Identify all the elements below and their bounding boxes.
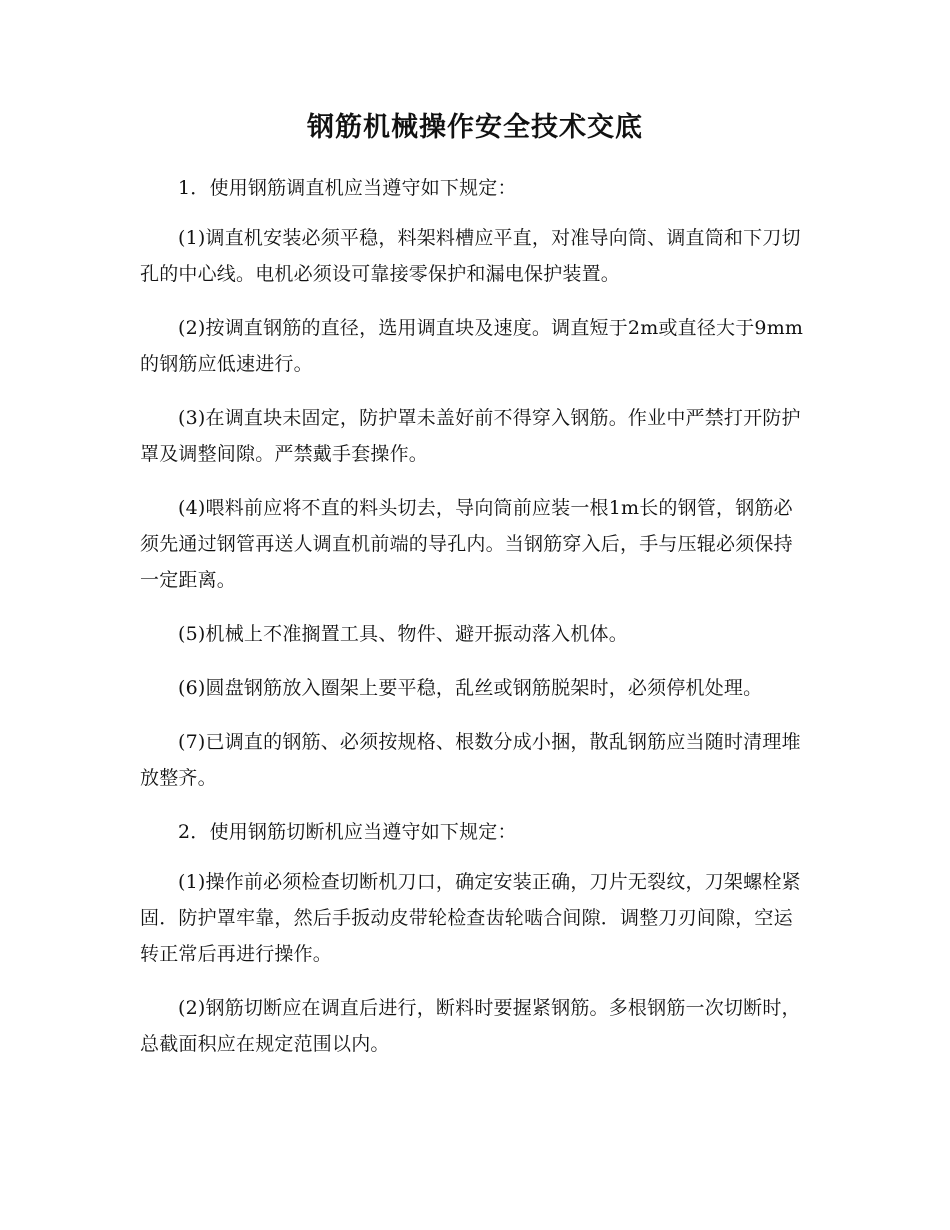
paragraph-item: (4)喂料前应将不直的料头切去，导向筒前应装一根1m长的钢管，钢筋必须先通过钢管再送人调直机前端的导孔内。当钢筋穿入后，手与压辊必须保持一定距离。	[140, 497, 793, 591]
section-heading-2: 2．使用钢筋切断机应当遵守如下规定：	[178, 821, 517, 843]
paragraph-item: (2)按调直钢筋的直径，选用调直块及速度。调直短于2m或直径大于9mm的钢筋应低速进行。	[140, 317, 804, 375]
paragraph-item: (1)操作前必须检查切断机刀口，确定安装正确，刀片无裂纹，刀架螺栓紧固．防护罩牢靠，然后手扳动皮带轮检查齿轮啮合间隙．调整刀刃间隙，空运转正常后再进行操作。	[140, 871, 801, 965]
paragraph-item: (6)圆盘钢筋放入圈架上要平稳，乱丝或钢筋脱架时，必须停机处理。	[178, 677, 763, 699]
paragraph-item: (7)已调直的钢筋、必须按规格、根数分成小捆，散乱钢筋应当随时清理堆放整齐。	[140, 731, 801, 789]
document-title: 钢筋机械操作安全技术交底	[307, 112, 643, 143]
section-heading-1: 1．使用钢筋调直机应当遵守如下规定：	[178, 177, 517, 199]
paragraph-item: (1)调直机安装必须平稳，料架料槽应平直，对准导向筒、调直筒和下刀切孔的中心线。电机必须设可靠接零保护和漏电保护装置。	[140, 227, 801, 285]
document-page	[140, 108, 810, 1080]
paragraph-item: (5)机械上不准搁置工具、物件、避开振动落入机体。	[178, 623, 628, 645]
paragraph-item: (3)在调直块未固定，防护罩未盖好前不得穿入钢筋。作业中严禁打开防护罩及调整间隙。严禁戴手套操作。	[140, 407, 801, 465]
paragraph-item: (2)钢筋切断应在调直后进行，断料时要握紧钢筋。多根钢筋一次切断时，总截面积应在规定范围以内。	[140, 997, 801, 1055]
